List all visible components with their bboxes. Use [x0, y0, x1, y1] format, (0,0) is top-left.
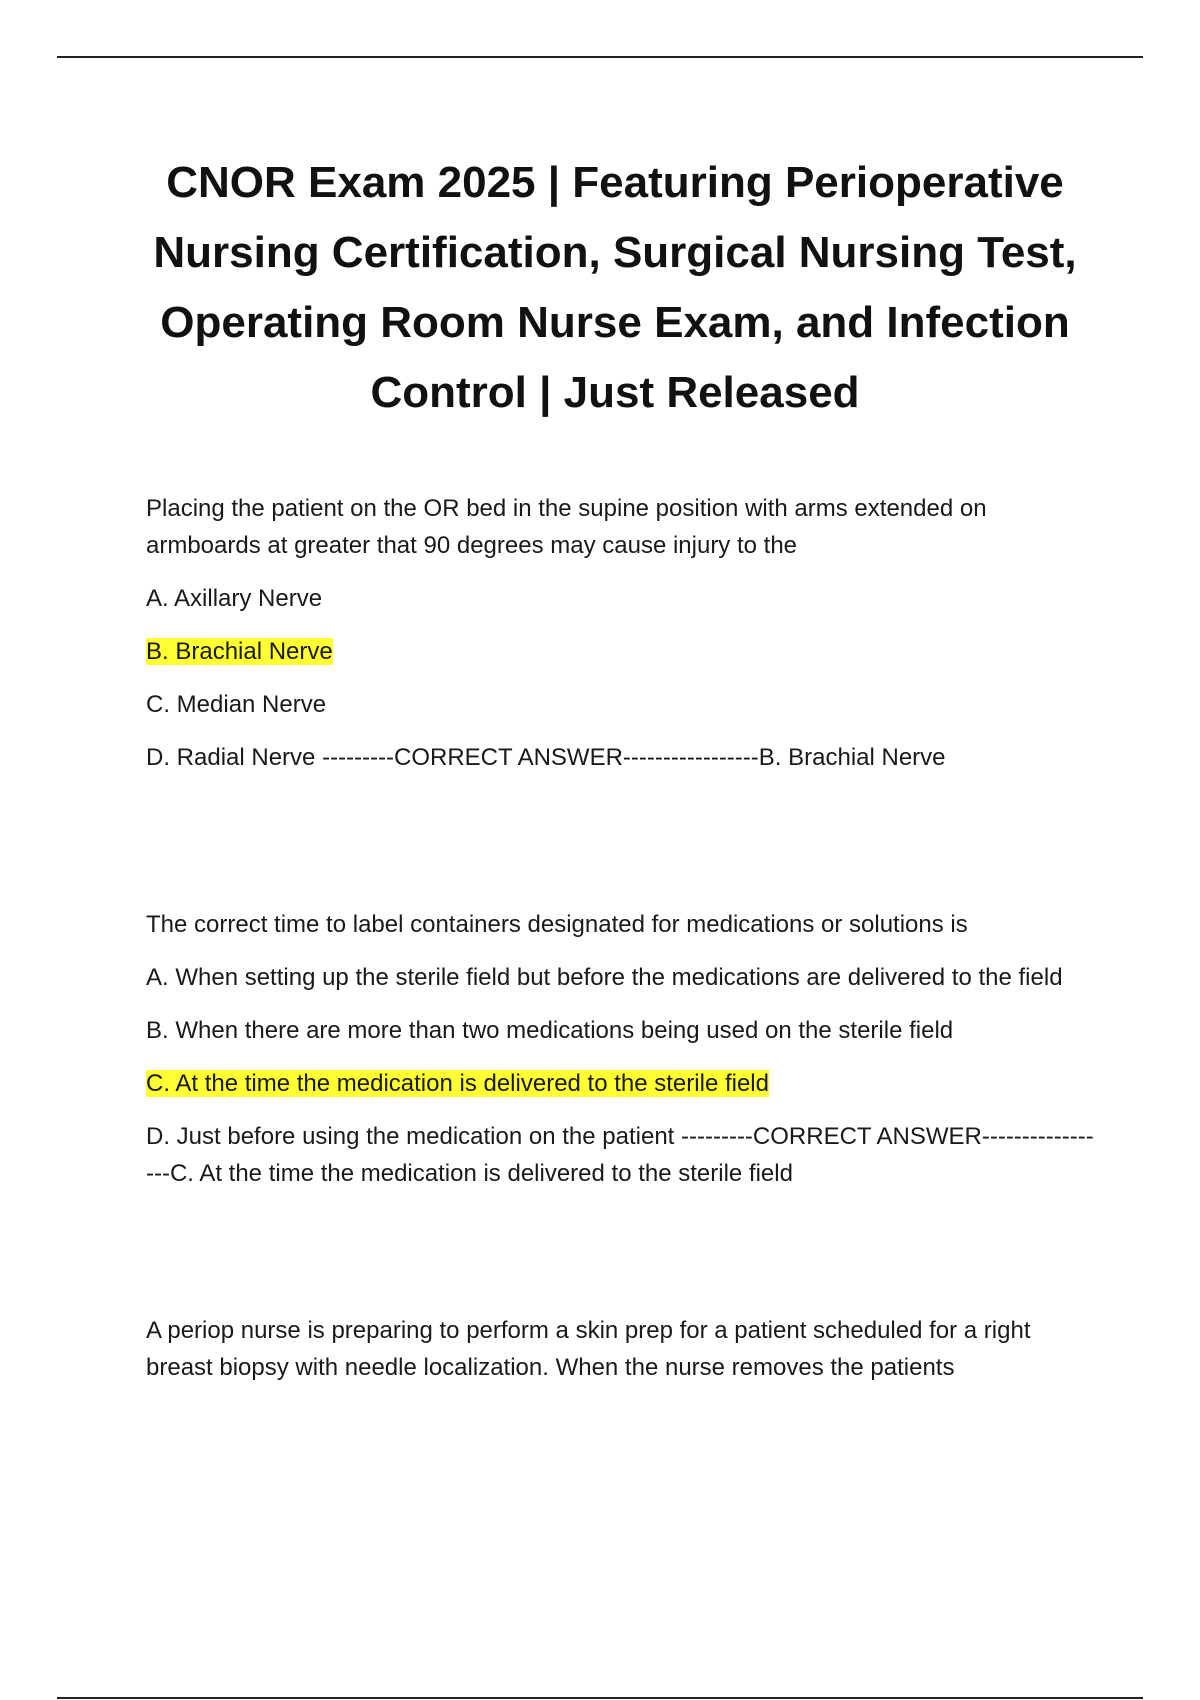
question-2-option-d: D. Just before using the medication on the patient ---------CORRECT ANSWER-----------------C. At the time the medication is delivered to the sterile field — [146, 1123, 1094, 1187]
highlighted-answer: C. At the time the medication is delivered to the sterile field — [146, 1070, 769, 1097]
question-1-option-a: A. Axillary Nerve — [146, 585, 323, 612]
document-body — [146, 490, 1096, 1402]
question-2-stem: The correct time to label containers designated for medications or solutions is — [146, 911, 968, 938]
top-rule — [57, 56, 1143, 58]
question-1-option-d: D. Radial Nerve ---------CORRECT ANSWER-----------------B. Brachial Nerve — [146, 744, 946, 771]
question-2-option-c — [146, 1065, 1096, 1102]
question-1-option-c: C. Median Nerve — [146, 691, 327, 718]
question-2-option-b: B. When there are more than two medications being used on the sterile field — [146, 1017, 954, 1044]
question-1-option-b — [146, 633, 1096, 670]
highlighted-answer: B. Brachial Nerve — [146, 638, 333, 665]
question-3-stem: A periop nurse is preparing to perform a skin prep for a patient scheduled for a right breast biopsy with needle localization. When the nurse removes the patients — [146, 1317, 1031, 1381]
question-2-option-a: A. When setting up the sterile field but before the medications are delivered to the field — [146, 964, 1063, 991]
document-title: CNOR Exam 2025 | Featuring Perioperative Nursing Certification, Surgical Nursing Test, Operating Room Nurse Exam, and Infection Control | Just Released — [153, 158, 1077, 417]
question-1-stem: Placing the patient on the OR bed in the supine position with arms extended on armboards at greater that 90 degrees may cause injury to the — [146, 495, 987, 559]
bottom-rule — [57, 1697, 1143, 1699]
